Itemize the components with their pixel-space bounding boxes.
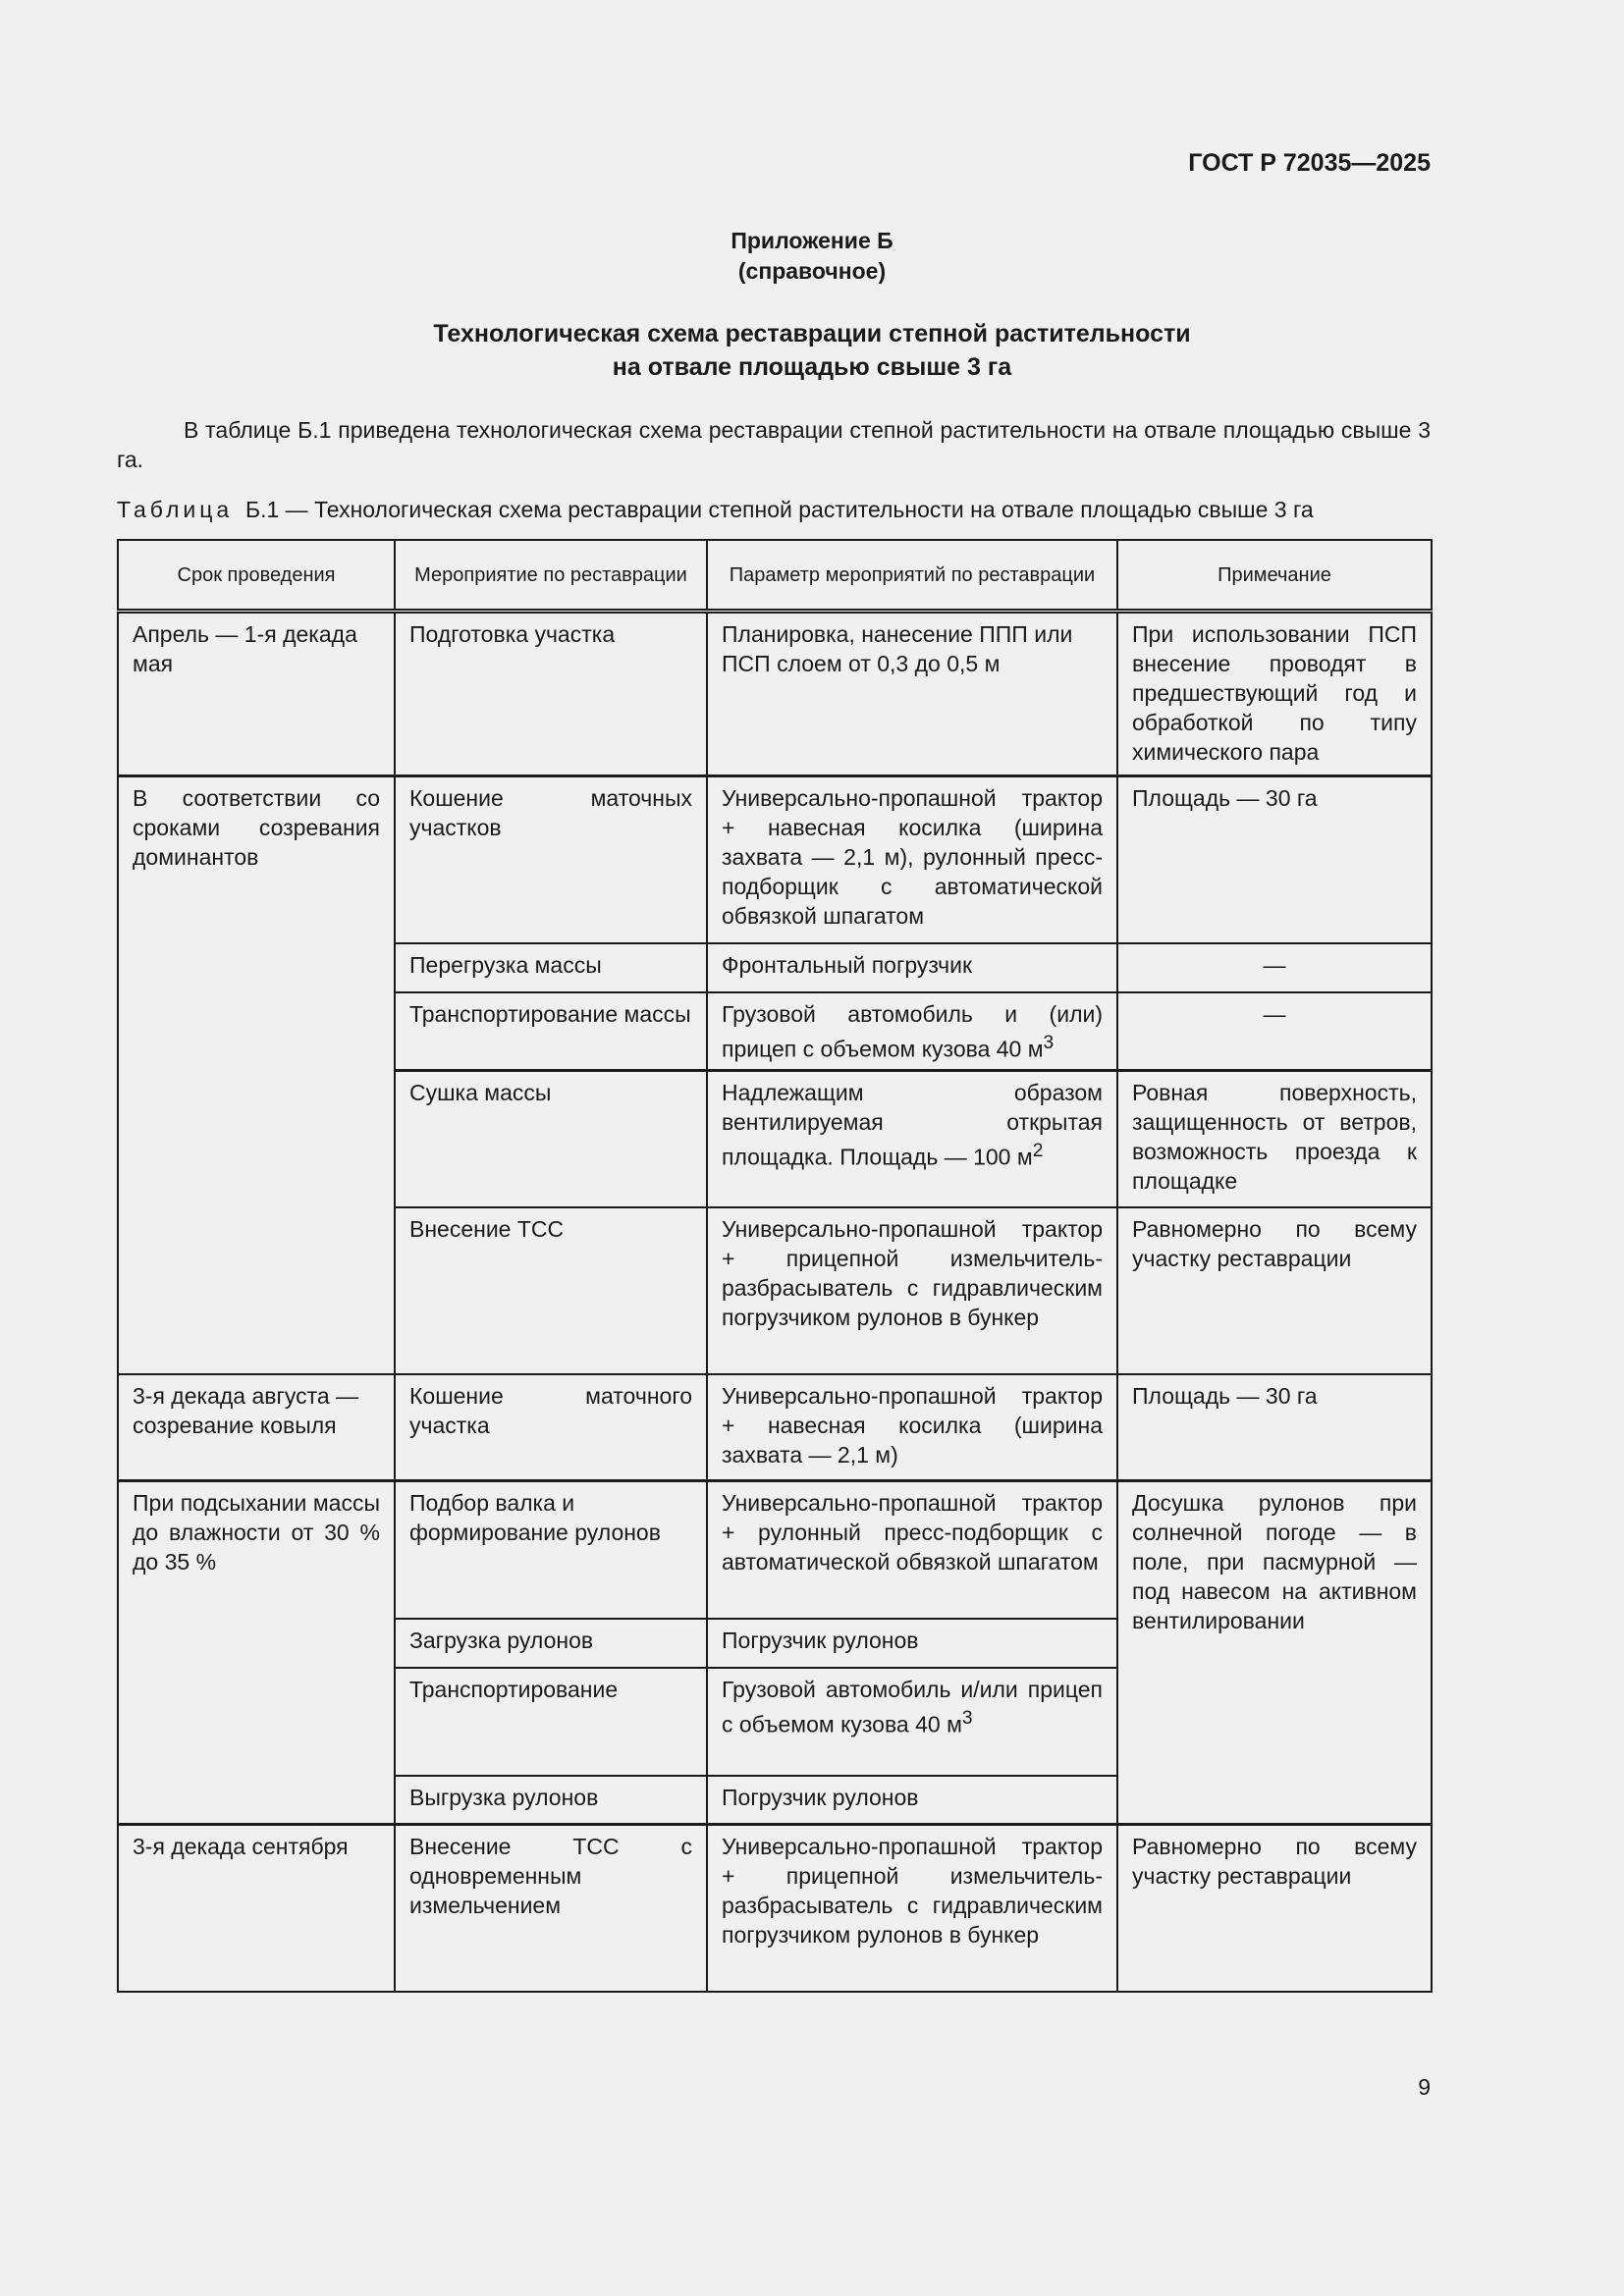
term-cell: Апрель — 1-я декада мая	[118, 612, 395, 776]
superscript: 2	[1032, 1141, 1044, 1161]
table-row	[118, 1374, 1432, 1481]
page-number: 9	[1418, 2074, 1431, 2100]
note-cell: Равномерно по всему участку реставрации	[1117, 1825, 1432, 1992]
note-cell: Равномерно по всему участку реставрации	[1117, 1207, 1432, 1374]
activity-cell: Подготовка участка	[395, 612, 707, 776]
note-cell: Досушка рулонов при солнечной погоде — в поле, при пасмурной — под навесом на активном вентилировании	[1117, 1481, 1432, 1825]
note-cell: —	[1117, 992, 1432, 1071]
table-caption-word: Таблица	[117, 497, 234, 522]
header-activity: Мероприятие по реставрации	[395, 540, 707, 612]
table-header-row	[118, 540, 1432, 612]
term-cell: В соответствии со сроками созревания доминантов	[118, 776, 395, 1374]
activity-cell: Сушка массы	[395, 1071, 707, 1207]
parameter-text: Надлежащим образом вентилируемая открытая площадка. Площадь — 100 м	[722, 1080, 1103, 1170]
activity-cell: Подбор валка и формирование рулонов	[395, 1481, 707, 1619]
table-caption	[117, 497, 1452, 523]
parameter-text: Грузовой автомобиль и/или прицеп с объемом кузова 40 м	[722, 1676, 1103, 1737]
parameter-cell	[707, 1668, 1117, 1776]
standard-code: ГОСТ Р 72035—2025	[1188, 149, 1431, 177]
table-caption-text: Б.1 — Технологическая схема реставрации степной растительности на отвале площадью свыше 3 га	[244, 497, 1314, 522]
parameter-cell: Универсально-пропашной трактор + прицепной измельчитель-разбрасыватель с гидравлическим погрузчиком рулонов в бункер	[707, 1207, 1117, 1374]
activity-cell: Кошение маточных участков	[395, 776, 707, 943]
parameter-cell: Универсально-пропашной трактор + рулонный пресс-подборщик с автоматической обвязкой шпагатом	[707, 1481, 1117, 1619]
activity-cell: Загрузка рулонов	[395, 1619, 707, 1668]
note-cell: Ровная поверхность, защищенность от ветров, возможность проезда к площадке	[1117, 1071, 1432, 1207]
parameter-cell: Погрузчик рулонов	[707, 1776, 1117, 1825]
annex-title: Приложение Б	[731, 228, 893, 253]
table-row	[118, 612, 1432, 776]
header-term: Срок проведения	[118, 540, 395, 612]
note-cell: Площадь — 30 га	[1117, 1374, 1432, 1481]
table-row	[118, 776, 1432, 943]
activity-cell: Внесение ТСС с одновременным измельчением	[395, 1825, 707, 1992]
activity-cell: Транспортирование	[395, 1668, 707, 1776]
parameter-cell: Фронтальный погрузчик	[707, 943, 1117, 992]
activity-cell: Кошение маточного участка	[395, 1374, 707, 1481]
activity-cell: Выгрузка рулонов	[395, 1776, 707, 1825]
note-cell: Площадь — 30 га	[1117, 776, 1432, 943]
term-cell: 3-я декада сентября	[118, 1825, 395, 1992]
parameter-cell: Планировка, нанесение ППП или ПСП слоем от 0,3 до 0,5 м	[707, 612, 1117, 776]
header-note: Примечание	[1117, 540, 1432, 612]
parameter-text: Грузовой автомобиль и (или) прицеп с объемом кузова 40 м	[722, 1000, 1103, 1062]
superscript: 3	[961, 1707, 973, 1729]
term-cell: При подсыхании массы до влажности от 30 % до 35 %	[118, 1481, 395, 1825]
intro-paragraph: В таблице Б.1 приведена технологическая схема реставрации степной растительности на отвале площадью свыше 3 га.	[117, 417, 1431, 472]
note-cell: При использовании ПСП внесение проводят в предшествующий год и обработкой по типу химического пара	[1117, 612, 1432, 776]
parameter-cell	[707, 1071, 1117, 1207]
annex-type: (справочное)	[737, 258, 887, 284]
table-row	[118, 1481, 1432, 1619]
term-cell: 3-я декада августа — созревание ковыля	[118, 1374, 395, 1481]
superscript: 3	[1043, 1032, 1055, 1053]
note-cell: —	[1117, 943, 1432, 992]
header-parameter: Параметр мероприятий по реставрации	[707, 540, 1117, 612]
activity-cell: Внесение ТСС	[395, 1207, 707, 1374]
parameter-cell	[707, 992, 1117, 1071]
section-heading-line-2: на отвале площадью свыше 3 га	[612, 353, 1012, 381]
parameter-cell: Погрузчик рулонов	[707, 1619, 1117, 1668]
parameter-cell: Универсально-пропашной трактор + прицепной измельчитель-разбрасыватель с гидравлическим погрузчиком рулонов в бункер	[707, 1825, 1117, 1992]
restoration-table	[117, 539, 1433, 1993]
parameter-cell: Универсально-пропашной трактор + навесная косилка (ширина захвата — 2,1 м), рулонный пресс-подборщик с автоматической обвязкой шпагатом	[707, 776, 1117, 943]
section-heading-line-1: Технологическая схема реставрации степной растительности	[433, 320, 1191, 347]
table-row	[118, 1825, 1432, 1992]
activity-cell: Перегрузка массы	[395, 943, 707, 992]
parameter-cell: Универсально-пропашной трактор + навесная косилка (ширина захвата — 2,1 м)	[707, 1374, 1117, 1481]
activity-cell: Транспортирование массы	[395, 992, 707, 1071]
